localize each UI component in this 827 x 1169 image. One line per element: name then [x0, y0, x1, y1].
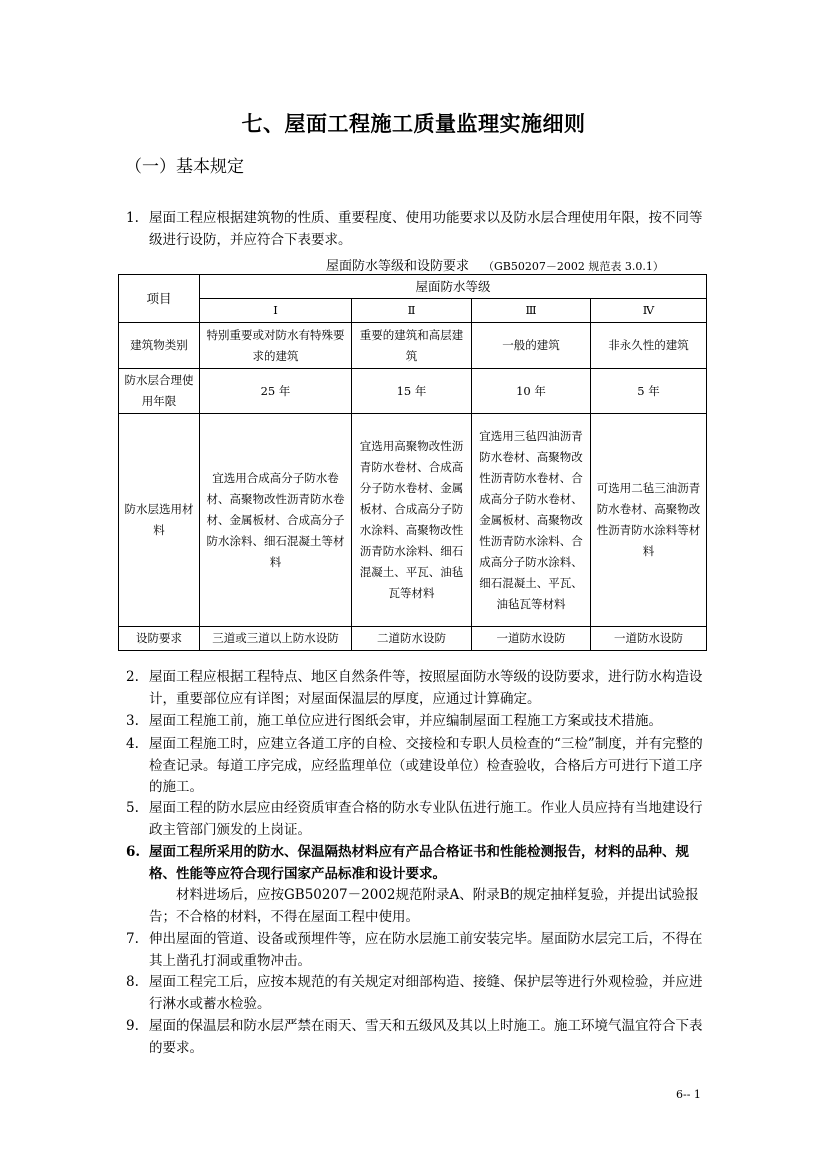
- table-cell: 5 年: [591, 369, 707, 414]
- table-row: [119, 323, 707, 369]
- table-cell: 三道或三道以上防水设防: [200, 627, 352, 651]
- document-title: 七、屋面工程施工质量监理实施细则: [241, 111, 586, 136]
- list-text: 屋面的保温层和防水层严禁在雨天、雪天和五级风及其以上时施工。施工环境气温宜符合下表的要求。: [149, 1018, 703, 1056]
- list-text: 屋面工程所采用的防水、保温隔热材料应有产品合格证书和性能检测报告，材料的品种、规格、性能等应符合现行国家产品标准和设计要求。: [149, 844, 689, 882]
- list-text: 屋面工程施工时，应建立各道工序的自检、交接检和专职人员检查的“三检”制度，并有完整的检查记录。每道工序完成，应经监理单位（或建设单位）检查验收，合格后方可进行下道工序的施工。: [149, 736, 703, 795]
- list-item-2: [126, 667, 706, 710]
- table-cell: 重要的建筑和高层建筑: [352, 323, 472, 369]
- table-cell: 宜选用合成高分子防水卷材、高聚物改性沥青防水卷材、金属板材、合成高分子防水涂料、细石混凝土等材料: [200, 414, 352, 627]
- section-heading: （一）基本规定: [125, 157, 244, 177]
- table-header-row: [119, 275, 707, 299]
- table-cell: 25 年: [200, 369, 352, 414]
- table-cell: 一道防水设防: [591, 627, 707, 651]
- item-6-note: 材料进场后，应按GB50207－2002规范附录A、附录B的规定抽样复验，并提出试验报告；不合格的材料，不得在屋面工程中使用。: [149, 887, 699, 925]
- header-level-1: Ⅰ: [200, 299, 352, 323]
- list-number: 6.: [126, 844, 141, 860]
- list-item-6: [126, 842, 706, 885]
- list-text: 屋面工程应根据建筑物的性质、重要程度、使用功能要求以及防水层合理使用年限，按不同等级进行设防，并应符合下表要求。: [149, 210, 703, 248]
- list-number: 5.: [126, 800, 139, 816]
- table-caption-text: 屋面防水等级和设防要求: [326, 259, 470, 274]
- table-cell: 二道防水设防: [352, 627, 472, 651]
- row-label: 防水层选用材料: [119, 414, 200, 627]
- header-level-2: Ⅱ: [352, 299, 472, 323]
- list-text: 屋面工程应根据工程特点、地区自然条件等，按照屋面防水等级的设防要求，进行防水构造设计，重要部位应有详图；对屋面保温层的厚度，应通过计算确定。: [149, 669, 703, 707]
- list-item-9: [126, 1016, 706, 1059]
- list-number: 4.: [126, 736, 139, 752]
- table-row: [119, 369, 707, 414]
- table-cell: 宜选用三毡四油沥青防水卷材、高聚物改性沥青防水卷材、合成高分子防水卷材、金属板材、高聚物改性沥青防水涂料、合成高分子防水涂料、细石混凝土、平瓦、油毡瓦等材料: [472, 414, 591, 627]
- list-text: 屋面工程的防水层应由经资质审查合格的防水专业队伍进行施工。作业人员应持有当地建设行政主管部门颁发的上岗证。: [149, 800, 703, 838]
- table-cell: 15 年: [352, 369, 472, 414]
- table-cell: 可选用二毡三油沥青防水卷材、高聚物改性沥青防水涂料等材料: [591, 414, 707, 627]
- table-row: [119, 414, 707, 627]
- list-number: 2.: [126, 669, 139, 685]
- page-number: 6-- 1: [676, 1088, 701, 1101]
- list-item-5: [126, 798, 706, 841]
- list-number: 1.: [126, 210, 139, 226]
- table-cell: 一般的建筑: [472, 323, 591, 369]
- list-text: 伸出屋面的管道、设备或预埋件等，应在防水层施工前安装完毕。屋面防水层完工后，不得在其上凿孔打洞或重物冲击。: [149, 931, 703, 969]
- list-number: 9.: [126, 1018, 139, 1034]
- list-text: 屋面工程完工后，应按本规范的有关规定对细部构造、接缝、保护层等进行外观检验，并应进行淋水或蓄水检验。: [149, 974, 703, 1012]
- row-label: 设防要求: [119, 627, 200, 651]
- row-label: 防水层合理使用年限: [119, 369, 200, 414]
- list-item-8: [126, 972, 706, 1015]
- list-text: 屋面工程施工前，施工单位应进行图纸会审，并应编制屋面工程施工方案或技术措施。: [149, 713, 662, 729]
- waterproof-level-table: [118, 274, 707, 651]
- table-cell: 一道防水设防: [472, 627, 591, 651]
- row-label: 建筑物类别: [119, 323, 200, 369]
- list-number: 8.: [126, 974, 139, 990]
- header-project: 项目: [119, 275, 200, 323]
- header-level-4: Ⅳ: [591, 299, 707, 323]
- header-level-group: 屋面防水等级: [200, 275, 707, 299]
- table-cell: 非永久性的建筑: [591, 323, 707, 369]
- table-caption: [326, 255, 664, 274]
- header-level-3: Ⅲ: [472, 299, 591, 323]
- table-cell: 宜选用高聚物改性沥青防水卷材、合成高分子防水卷材、金属板材、合成高分子防水涂料、高聚物改性沥青防水涂料、细石混凝土、平瓦、油毡瓦等材料: [352, 414, 472, 627]
- list-number: 7.: [126, 931, 139, 947]
- list-number: 3.: [126, 713, 139, 729]
- list-item-1: [126, 208, 706, 251]
- table-cell: 特别重要或对防水有特殊要求的建筑: [200, 323, 352, 369]
- table-cell: 10 年: [472, 369, 591, 414]
- table-reference: （GB50207－2002 规范表 3.0.1）: [483, 260, 664, 273]
- table-level-row: [119, 299, 707, 323]
- list-item-7: [126, 929, 706, 972]
- list-item-3: [126, 711, 706, 733]
- table-row: [119, 627, 707, 651]
- list-item-4: [126, 734, 706, 799]
